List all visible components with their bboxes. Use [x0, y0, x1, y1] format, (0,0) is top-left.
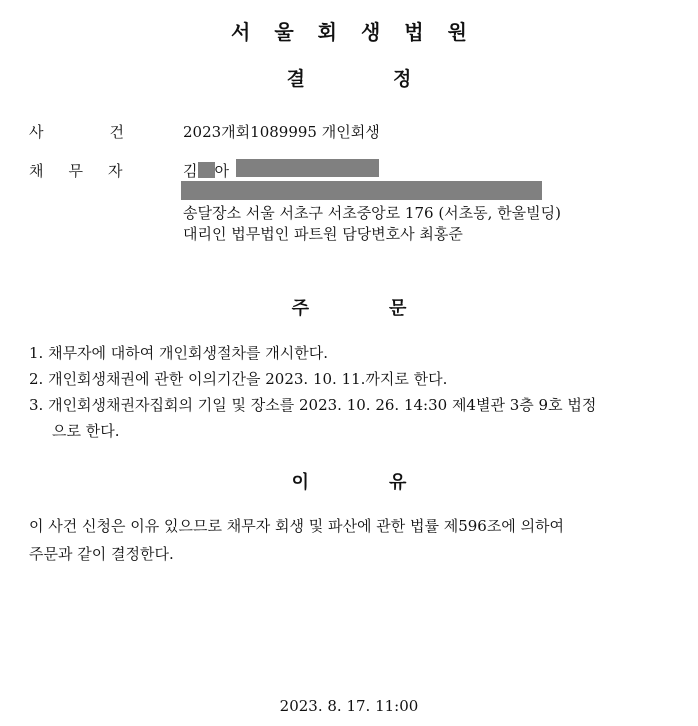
- redaction-block: [181, 181, 542, 200]
- case-label-char: 사: [29, 123, 44, 141]
- order-item: 2. 개인회생채권에 관한 이의기간을 2023. 10. 11.까지로 한다.: [29, 370, 448, 388]
- court-name: 서울회생법원: [231, 20, 491, 44]
- order-item: 3. 개인회생채권자집회의 기일 및 장소를 2023. 10. 26. 14:30 제4별관 3층 9호 법정: [29, 396, 597, 414]
- service-address: 송달장소 서울 서초구 서초중앙로 176 (서초동, 한울빌딩): [183, 204, 562, 222]
- case-label-char: 건: [109, 123, 124, 141]
- order-item-continuation: 으로 한다.: [52, 422, 120, 440]
- case-number: 2023개회1089995 개인회생: [183, 123, 380, 141]
- order-item: 1. 채무자에 대하여 개인회생절차를 개시한다.: [29, 344, 328, 362]
- document-type: 결정: [286, 68, 500, 90]
- debtor-name-start: 김: [183, 162, 198, 180]
- debtor-label-char: 무: [68, 162, 83, 180]
- reason-text-line: 주문과 같이 결정한다.: [29, 545, 174, 563]
- debtor-name-end: 아: [214, 162, 229, 180]
- debtor-label-char: 채: [29, 162, 44, 180]
- redaction-block: [198, 162, 215, 178]
- case-label: [29, 121, 124, 142]
- reason-text-line: 이 사건 신청은 이유 있으므로 채무자 회생 및 파산에 관한 법률 제596조에 의하여: [29, 517, 565, 535]
- reason-heading: 이유: [291, 472, 487, 493]
- debtor-label-char: 자: [108, 162, 123, 180]
- order-heading: 주문: [291, 298, 487, 319]
- debtor-name: [183, 160, 229, 181]
- decision-date: 2023. 8. 17. 11:00: [279, 697, 419, 715]
- debtor-label: [29, 160, 123, 181]
- legal-agent: 대리인 법무법인 파트원 담당변호사 최홍준: [183, 225, 463, 243]
- redaction-block: [236, 159, 379, 177]
